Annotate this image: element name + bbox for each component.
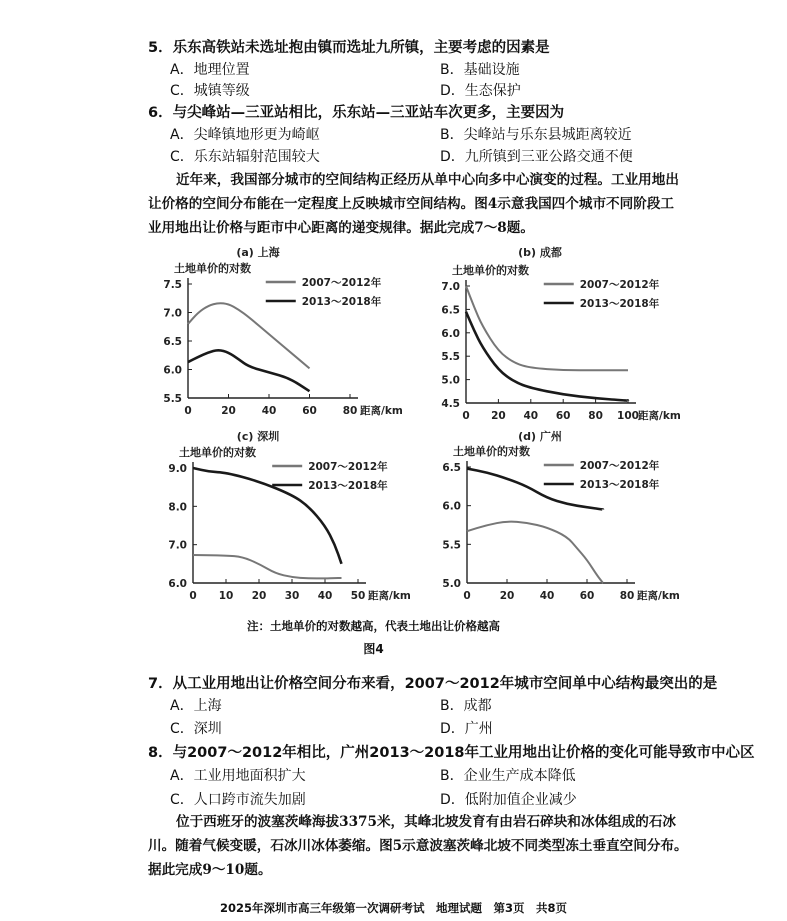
question-8-stem: 8．与2007～2012年相比，广州2013～2018年工业用地出让价格的变化可能导致市中心区 (148, 745, 755, 761)
intro-line-3: 业用地出让价格与距市中心距离的递变规律。据此完成7～8题。 (148, 220, 534, 236)
chart-3-ytick-label: 7.0 (168, 539, 187, 552)
chart-3-xtick-label: 40 (317, 590, 333, 602)
intro-line-1: 近年来，我国部分城市的空间结构正经历从单中心向多中心演变的过程。工业用地出 (176, 172, 679, 188)
chart-2-xtick-label: 40 (523, 410, 539, 422)
chart-3-ytick-label: 6.0 (168, 578, 187, 590)
chart-1-series-1-line (188, 303, 310, 368)
q7-option-d: D．广州 (440, 721, 493, 737)
q5-option-b: B．基础设施 (440, 62, 520, 78)
chart-3-xtick-label: 30 (284, 590, 300, 602)
chart-2-legend-label-1: 2007～2012年 (579, 279, 660, 291)
chart-3-title: (c) 深圳 (236, 430, 280, 443)
chart-2-xtick-label: 20 (491, 410, 506, 422)
chart-4-ytick-label: 5.5 (442, 539, 461, 552)
chart-1-xtick-label: 60 (302, 405, 317, 417)
chart-4-ytick-label: 6.0 (442, 500, 461, 513)
chart-2-series-2-line (466, 312, 628, 401)
chart-1-ytick-label: 5.5 (163, 393, 182, 405)
chart-1-title: (a) 上海 (236, 246, 280, 259)
chart-4-xtick-label: 60 (579, 590, 595, 602)
q5-option-c: C．城镇等级 (170, 83, 250, 99)
chart-2-title: (b) 成都 (518, 246, 562, 259)
chart-1-xlabel: 距离/km (360, 405, 403, 417)
chart-1-ytick-label: 6.5 (163, 336, 182, 348)
chart-2-ytick-label: 4.5 (441, 398, 460, 410)
chart-1-ytick-label: 6.0 (163, 364, 182, 377)
chart-2-ytick-label: 5.5 (441, 351, 460, 364)
chart-4-legend-label-2: 2013～2018年 (579, 479, 660, 491)
chart-2-ytick-label: 7.0 (441, 281, 460, 293)
q7-option-c: C．深圳 (170, 721, 222, 737)
chart-3-xlabel: 距离/km (368, 590, 411, 602)
q6-option-a: A．尖峰镇地形更为崎岖 (170, 127, 320, 143)
chart-3-xtick-label: 10 (218, 590, 234, 602)
q6-option-d: D．九所镇到三亚公路交通不便 (440, 149, 633, 165)
chart-1-xtick-label: 80 (342, 405, 358, 417)
q5-option-d: D．生态保护 (440, 83, 521, 99)
question-6-stem: 6．与尖峰站—三亚站相比，乐东站—三亚站车次更多，主要因为 (148, 105, 565, 121)
chart-2-xtick-label: 60 (555, 410, 571, 422)
page-footer: 2025年深圳市高三年级第一次调研考试 地理试题 第3页 共8页 (219, 901, 567, 915)
question-7-stem: 7．从工业用地出让价格空间分布来看，2007～2012年城市空间单中心结构最突出的是 (148, 676, 718, 692)
q8-option-d: D．低附加值企业减少 (440, 792, 577, 808)
chart-1-xtick-label: 20 (221, 405, 236, 417)
chart-2-xlabel: 距离/km (638, 410, 681, 422)
chart-3-ytick-label: 9.0 (168, 463, 187, 475)
chart-3-legend-label-2: 2013～2018年 (308, 480, 388, 492)
chart-3-xtick-label: 0 (189, 590, 197, 602)
para2-line-1: 位于西班牙的波塞茨峰海拔3375米，其峰北坡发育有由岩石碎块和冰体组成的石冰 (176, 814, 677, 830)
chart-1-xtick-label: 0 (184, 405, 192, 417)
chart-2-xtick-label: 0 (462, 410, 470, 422)
chart-1-ytick-label: 7.0 (163, 307, 182, 320)
chart-4-xtick-label: 0 (463, 590, 471, 602)
para2-line-2: 川。随着气候变暖，石冰川冰体萎缩。图5示意波塞茨峰北坡不同类型冻土垂直空间分布。 (148, 838, 688, 854)
q7-option-a: A．上海 (170, 698, 222, 714)
chart-2-ytick-label: 5.0 (441, 374, 460, 387)
chart-4-xlabel: 距离/km (637, 590, 680, 602)
intro-line-2: 让价格的空间分布能在一定程度上反映城市空间结构。图4示意我国四个城市不同阶段工 (148, 196, 675, 212)
chart-3-legend-label-1: 2007～2012年 (308, 461, 388, 473)
chart-1-ytick-label: 7.5 (163, 279, 182, 291)
chart-4-series-1-line (467, 522, 603, 583)
chart-3-ylabel: 土地单价的对数 (179, 446, 256, 459)
q8-option-c: C．人口跨市流失加剧 (170, 792, 306, 808)
chart-1-legend-label-2: 2013～2018年 (301, 296, 382, 308)
chart-4-xtick-label: 40 (539, 590, 555, 602)
chart-2-ytick-label: 6.5 (441, 304, 460, 317)
q6-option-c: C．乐东站辐射范围较大 (170, 149, 320, 165)
chart-3-ytick-label: 8.0 (168, 501, 187, 514)
chart-2-ytick-label: 6.0 (441, 327, 460, 340)
chart-4-ytick-label: 5.0 (442, 578, 461, 590)
figure-caption: 图4 (363, 642, 384, 656)
chart-2-ylabel: 土地单价的对数 (452, 264, 529, 277)
chart-2-xtick-label: 80 (588, 410, 603, 422)
q5-option-a: A．地理位置 (170, 62, 250, 78)
para2-line-3: 据此完成9～10题。 (148, 862, 272, 878)
chart-2-legend-label-2: 2013～2018年 (579, 298, 660, 310)
chart-1-legend-label-1: 2007～2012年 (301, 277, 382, 289)
chart-4-xtick-label: 20 (499, 590, 515, 602)
chart-1-series-2-line (188, 350, 310, 391)
q6-option-b: B．尖峰站与乐东县城距离较近 (440, 127, 632, 143)
figure-note: 注：土地单价的对数越高，代表土地出让价格越高 (247, 619, 500, 633)
chart-4-title: (d) 广州 (518, 430, 562, 443)
chart-3-xtick-label: 50 (350, 590, 366, 602)
chart-3-xtick-label: 20 (251, 590, 267, 602)
chart-4-ylabel: 土地单价的对数 (453, 445, 530, 458)
q8-option-a: A．工业用地面积扩大 (170, 768, 306, 784)
chart-2-xtick-label: 100 (617, 410, 639, 422)
chart-3-series-1-line (193, 555, 342, 578)
q7-option-b: B．成都 (440, 698, 492, 714)
chart-4-xtick-label: 80 (619, 590, 635, 602)
paragraph-2 (148, 810, 728, 882)
chart-1-xtick-label: 40 (261, 405, 277, 417)
chart-4-ytick-label: 6.5 (442, 462, 461, 474)
q8-option-b: B．企业生产成本降低 (440, 768, 576, 784)
question-5-stem: 5．乐东高铁站未选址抱由镇而选址九所镇，主要考虑的因素是 (148, 40, 550, 56)
chart-1-ylabel: 土地单价的对数 (174, 262, 251, 275)
chart-4-legend-label-1: 2007～2012年 (579, 460, 660, 472)
